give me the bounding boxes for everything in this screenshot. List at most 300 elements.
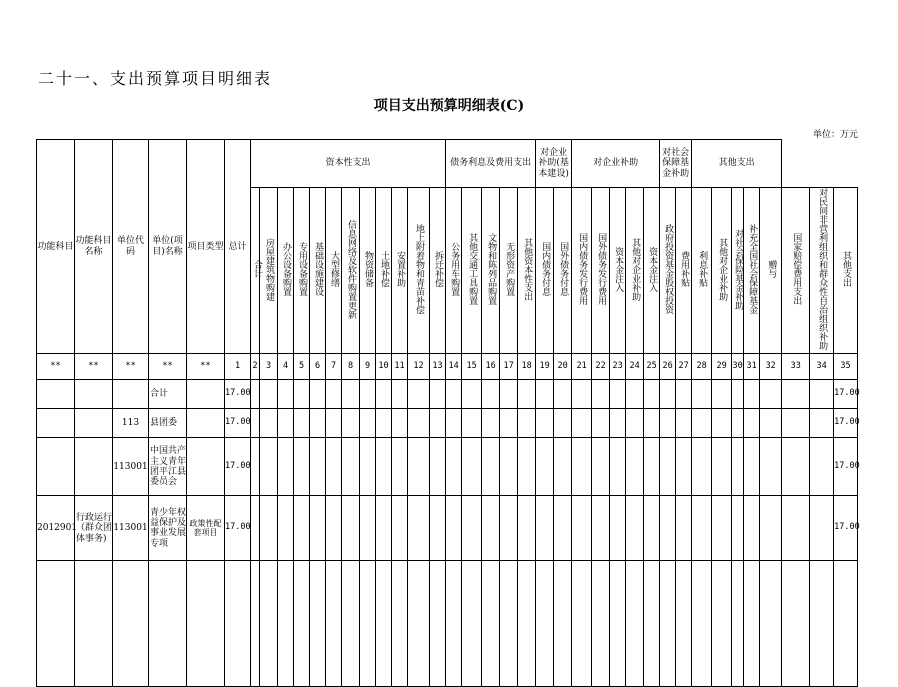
index-cell: **	[149, 354, 187, 380]
empty-cell	[744, 496, 760, 561]
header-col-15	[462, 188, 482, 354]
empty-cell	[251, 438, 260, 496]
empty-cell	[446, 380, 462, 409]
empty-cell	[810, 496, 834, 561]
empty-cell	[810, 409, 834, 438]
header-col-5	[294, 188, 310, 354]
empty-cell	[676, 409, 692, 438]
empty-cell	[278, 380, 294, 409]
empty-cell	[251, 409, 260, 438]
index-cell: 28	[692, 354, 712, 380]
empty-cell	[225, 561, 251, 687]
empty-cell	[610, 496, 626, 561]
empty-cell	[592, 438, 610, 496]
empty-cell	[446, 438, 462, 496]
cell-func-name	[75, 380, 113, 409]
empty-cell	[572, 409, 592, 438]
header-col-label: 其他支出	[841, 251, 852, 287]
empty-cell	[430, 561, 446, 687]
empty-cell	[712, 561, 732, 687]
section-title: 二十一、支出预算项目明细表	[38, 69, 273, 88]
empty-cell	[260, 438, 278, 496]
empty-cell	[626, 561, 644, 687]
empty-cell	[782, 380, 810, 409]
cell-unit-code	[113, 380, 149, 409]
empty-cell	[572, 438, 592, 496]
empty-cell	[392, 496, 408, 561]
cell-func-name: 行政运行（群众团体事务)	[75, 496, 113, 561]
empty-cell	[310, 496, 326, 561]
index-cell: 35	[834, 354, 858, 380]
empty-cell	[536, 438, 554, 496]
cell-func-name	[75, 438, 113, 496]
empty-cell	[37, 561, 75, 687]
header-col-13	[430, 188, 446, 354]
empty-cell	[294, 409, 310, 438]
empty-cell	[782, 561, 810, 687]
empty-cell	[326, 409, 342, 438]
unit-label: 单位：万元	[812, 130, 858, 140]
cell-func-code	[37, 409, 75, 438]
index-cell: 10	[376, 354, 392, 380]
empty-cell	[554, 496, 572, 561]
empty-cell	[660, 496, 676, 561]
header-col-label: 国外债务发行费用	[596, 233, 607, 305]
empty-cell	[462, 561, 482, 687]
empty-cell	[251, 380, 260, 409]
index-cell: 15	[462, 354, 482, 380]
cell-total: 17.00	[225, 409, 251, 438]
empty-cell	[644, 438, 660, 496]
empty-cell	[360, 380, 376, 409]
empty-cell	[294, 561, 310, 687]
empty-cell	[251, 561, 260, 687]
empty-cell	[500, 496, 518, 561]
header-col-4	[278, 188, 294, 354]
empty-cell	[610, 380, 626, 409]
header-col-8	[342, 188, 360, 354]
empty-cell	[278, 409, 294, 438]
header-func-name: 功能科目名称	[75, 140, 113, 354]
header-total: 总计	[225, 140, 251, 354]
index-cell: 14	[446, 354, 462, 380]
empty-cell	[113, 561, 149, 687]
index-cell: **	[113, 354, 149, 380]
header-col-label: 办公设备购置	[281, 242, 291, 296]
empty-cell	[360, 409, 376, 438]
empty-cell	[676, 496, 692, 561]
empty-cell	[342, 380, 360, 409]
header-unit-code: 单位代码	[113, 140, 149, 354]
empty-cell	[408, 409, 430, 438]
empty-cell	[760, 409, 782, 438]
empty-cell	[278, 438, 294, 496]
budget-table	[36, 139, 858, 687]
empty-cell	[408, 380, 430, 409]
header-col-label: 地上附着物和青苗补偿	[414, 224, 424, 314]
index-cell: **	[187, 354, 225, 380]
header-col-14	[446, 188, 462, 354]
header-col-label: 对社会保险基金补助	[733, 228, 744, 310]
header-col-label: 合计	[252, 260, 262, 278]
empty-cell	[326, 438, 342, 496]
cell-other-expense: 17.00	[834, 380, 858, 409]
index-cell: 19	[536, 354, 554, 380]
header-col-23	[610, 188, 626, 354]
empty-cell	[536, 561, 554, 687]
empty-cell	[294, 496, 310, 561]
index-cell: 6	[310, 354, 326, 380]
empty-cell	[518, 380, 536, 409]
empty-cell	[744, 380, 760, 409]
empty-cell	[462, 438, 482, 496]
empty-cell	[712, 496, 732, 561]
empty-cell	[482, 438, 500, 496]
cell-unit-code: 113001	[113, 438, 149, 496]
cell-other-expense: 17.00	[834, 438, 858, 496]
empty-cell	[834, 561, 858, 687]
empty-cell	[626, 496, 644, 561]
header-col-25	[644, 188, 660, 354]
index-cell: 29	[712, 354, 732, 380]
empty-cell	[392, 438, 408, 496]
header-col-label: 文物和陈列品购置	[486, 233, 497, 305]
empty-cell	[760, 438, 782, 496]
empty-cell	[712, 380, 732, 409]
header-col-17	[500, 188, 518, 354]
empty-cell	[518, 409, 536, 438]
empty-cell	[326, 561, 342, 687]
empty-cell	[760, 380, 782, 409]
header-func-code: 功能科目	[37, 140, 75, 354]
header-col-label: 土地补偿	[379, 251, 389, 287]
empty-cell	[75, 561, 113, 687]
empty-cell	[592, 561, 610, 687]
empty-cell	[462, 409, 482, 438]
header-col-label: 资本金注入	[647, 246, 658, 292]
table-title: 项目支出预算明细表(C)	[373, 98, 525, 114]
cell-unit-name: 县团委	[149, 409, 187, 438]
empty-cell	[732, 561, 744, 687]
empty-cell	[342, 496, 360, 561]
empty-cell	[187, 561, 225, 687]
empty-cell	[744, 409, 760, 438]
header-col-35	[834, 188, 858, 354]
header-col-label: 其他交通工具购置	[467, 233, 478, 305]
index-cell: 2	[251, 354, 260, 380]
empty-cell	[782, 438, 810, 496]
index-cell: 30	[732, 354, 744, 380]
index-cell: 11	[392, 354, 408, 380]
group-ent-capital: 对企业补助(基本建设)	[536, 140, 572, 188]
empty-cell	[482, 561, 500, 687]
index-cell: 25	[644, 354, 660, 380]
header-col-32	[760, 188, 782, 354]
empty-cell	[500, 561, 518, 687]
header-col-label: 国家赔偿费用支出	[791, 233, 802, 305]
cell-unit-name: 合计	[149, 380, 187, 409]
empty-cell	[592, 409, 610, 438]
cell-func-code	[37, 438, 75, 496]
header-col-label: 其他对企业补助	[630, 237, 641, 301]
index-cell: 4	[278, 354, 294, 380]
empty-cell	[310, 561, 326, 687]
header-col-12	[408, 188, 430, 354]
cell-total: 17.00	[225, 380, 251, 409]
empty-cell	[462, 496, 482, 561]
header-col-30	[732, 188, 744, 354]
header-col-label: 国内债务付息	[540, 242, 551, 296]
cell-other-expense: 17.00	[834, 409, 858, 438]
cell-proj-type	[187, 380, 225, 409]
empty-cell	[660, 380, 676, 409]
empty-cell	[536, 496, 554, 561]
header-col-27	[676, 188, 692, 354]
empty-cell	[310, 409, 326, 438]
header-col-24	[626, 188, 644, 354]
empty-cell	[610, 561, 626, 687]
empty-cell	[610, 438, 626, 496]
empty-cell	[712, 409, 732, 438]
header-col-label: 国内债务发行费用	[577, 233, 588, 305]
header-col-label: 公务用车购置	[449, 242, 460, 296]
empty-cell	[376, 380, 392, 409]
empty-cell	[610, 409, 626, 438]
header-col-9	[360, 188, 376, 354]
group-debt: 债务利息及费用支出	[446, 140, 536, 188]
empty-cell	[310, 438, 326, 496]
index-cell: 5	[294, 354, 310, 380]
empty-cell	[782, 409, 810, 438]
group-ent: 对企业补助	[572, 140, 660, 188]
empty-cell	[430, 409, 446, 438]
empty-cell	[518, 561, 536, 687]
empty-cell	[572, 561, 592, 687]
empty-cell	[500, 380, 518, 409]
empty-cell	[376, 438, 392, 496]
empty-cell	[644, 409, 660, 438]
empty-cell	[430, 438, 446, 496]
index-cell: 23	[610, 354, 626, 380]
empty-cell	[660, 409, 676, 438]
empty-cell	[392, 561, 408, 687]
header-col-label: 补充全国社会保障基金	[747, 224, 758, 314]
header-col-20	[554, 188, 572, 354]
empty-cell	[782, 496, 810, 561]
header-col-label: 资本金注入	[613, 246, 624, 292]
header-col-label: 利息补贴	[697, 251, 708, 287]
empty-cell	[326, 496, 342, 561]
header-col-22	[592, 188, 610, 354]
empty-cell	[810, 561, 834, 687]
empty-cell	[360, 438, 376, 496]
header-col-3	[260, 188, 278, 354]
empty-cell	[260, 561, 278, 687]
empty-cell	[572, 380, 592, 409]
empty-cell	[692, 438, 712, 496]
header-col-label: 费用补贴	[679, 251, 690, 287]
empty-cell	[500, 438, 518, 496]
index-cell: 9	[360, 354, 376, 380]
index-cell: 31	[744, 354, 760, 380]
empty-cell	[644, 496, 660, 561]
index-cell: **	[37, 354, 75, 380]
empty-cell	[408, 438, 430, 496]
index-cell: 24	[626, 354, 644, 380]
index-cell: 8	[342, 354, 360, 380]
header-col-label: 对民间非营利组织和群众性自治组织补助	[817, 188, 828, 350]
empty-cell	[342, 409, 360, 438]
empty-cell	[810, 438, 834, 496]
empty-cell	[810, 380, 834, 409]
header-col-label: 赠与	[766, 260, 777, 278]
empty-cell	[760, 561, 782, 687]
empty-cell	[294, 380, 310, 409]
empty-cell	[518, 496, 536, 561]
empty-cell	[446, 561, 462, 687]
empty-cell	[536, 409, 554, 438]
cell-unit-code: 113	[113, 409, 149, 438]
empty-cell	[310, 380, 326, 409]
index-cell: 34	[810, 354, 834, 380]
cell-total: 17.00	[225, 438, 251, 496]
empty-cell	[554, 409, 572, 438]
header-col-19	[536, 188, 554, 354]
empty-cell	[260, 409, 278, 438]
empty-cell	[446, 496, 462, 561]
empty-cell	[260, 380, 278, 409]
empty-cell	[644, 561, 660, 687]
cell-unit-name: 青少年权益保护及事业发展专项	[149, 496, 187, 561]
group-other: 其他支出	[692, 140, 782, 188]
empty-cell	[676, 438, 692, 496]
empty-cell	[294, 438, 310, 496]
empty-cell	[676, 380, 692, 409]
header-col-label: 其他对企业补助	[717, 237, 728, 301]
empty-cell	[692, 380, 712, 409]
empty-cell	[592, 496, 610, 561]
empty-cell	[644, 380, 660, 409]
header-col-label: 专用设备购置	[297, 242, 307, 296]
empty-cell	[692, 409, 712, 438]
empty-cell	[626, 380, 644, 409]
index-cell: 21	[572, 354, 592, 380]
group-capital: 资本性支出	[251, 140, 446, 188]
header-col-label: 无形资产购置	[504, 242, 515, 296]
index-cell: 7	[326, 354, 342, 380]
empty-cell	[732, 380, 744, 409]
empty-cell	[732, 409, 744, 438]
cell-proj-type	[187, 409, 225, 438]
empty-cell	[482, 409, 500, 438]
empty-cell	[744, 438, 760, 496]
cell-proj-type: 政策性配套项目	[187, 496, 225, 561]
index-cell: 18	[518, 354, 536, 380]
cell-func-code: 2012901	[37, 496, 75, 561]
empty-cell	[260, 496, 278, 561]
cell-proj-type	[187, 438, 225, 496]
empty-cell	[554, 438, 572, 496]
index-cell: **	[75, 354, 113, 380]
header-col-label: 房屋建筑物购建	[264, 237, 274, 301]
empty-cell	[430, 496, 446, 561]
header-col-label: 信息网络及软件购置更新	[346, 219, 356, 319]
empty-cell	[554, 380, 572, 409]
index-cell: 20	[554, 354, 572, 380]
empty-cell	[251, 496, 260, 561]
empty-cell	[554, 561, 572, 687]
header-col-33	[782, 188, 810, 354]
empty-cell	[732, 496, 744, 561]
index-cell: 32	[760, 354, 782, 380]
cell-func-name	[75, 409, 113, 438]
header-col-label: 拆迁补偿	[433, 251, 444, 287]
empty-cell	[712, 438, 732, 496]
header-proj-type: 项目类型	[187, 140, 225, 354]
empty-cell	[760, 496, 782, 561]
index-cell: 27	[676, 354, 692, 380]
header-col-label: 物资储备	[363, 251, 373, 287]
empty-cell	[376, 561, 392, 687]
header-col-11	[392, 188, 408, 354]
cell-total: 17.00	[225, 496, 251, 561]
header-col-16	[482, 188, 500, 354]
empty-cell	[692, 496, 712, 561]
empty-cell	[462, 380, 482, 409]
empty-cell	[626, 409, 644, 438]
header-col-26	[660, 188, 676, 354]
empty-cell	[376, 496, 392, 561]
header-col-28	[692, 188, 712, 354]
empty-cell	[626, 438, 644, 496]
empty-cell	[278, 496, 294, 561]
header-col-2	[251, 188, 260, 354]
index-cell: 33	[782, 354, 810, 380]
empty-cell	[278, 561, 294, 687]
empty-cell	[482, 380, 500, 409]
empty-cell	[482, 496, 500, 561]
header-col-label: 国外债务付息	[558, 242, 569, 296]
empty-cell	[392, 380, 408, 409]
empty-cell	[342, 561, 360, 687]
index-cell: 13	[430, 354, 446, 380]
header-unit-name: 单位(项目)名称	[149, 140, 187, 354]
cell-unit-name: 中国共产主义青年团平江县委员会	[149, 438, 187, 496]
index-cell: 3	[260, 354, 278, 380]
header-col-label: 大型修缮	[329, 251, 339, 287]
empty-cell	[660, 438, 676, 496]
header-col-label: 其他资本性支出	[522, 237, 533, 301]
index-cell: 1	[225, 354, 251, 380]
empty-cell	[326, 380, 342, 409]
header-col-34	[810, 188, 834, 354]
header-col-31	[744, 188, 760, 354]
header-col-21	[572, 188, 592, 354]
empty-cell	[376, 409, 392, 438]
header-col-29	[712, 188, 732, 354]
empty-cell	[360, 561, 376, 687]
empty-cell	[446, 409, 462, 438]
empty-cell	[692, 561, 712, 687]
empty-cell	[676, 561, 692, 687]
empty-cell	[660, 561, 676, 687]
header-col-10	[376, 188, 392, 354]
header-col-label: 安置补助	[395, 251, 405, 287]
empty-cell	[149, 561, 187, 687]
empty-cell	[342, 438, 360, 496]
empty-cell	[408, 561, 430, 687]
empty-cell	[572, 496, 592, 561]
